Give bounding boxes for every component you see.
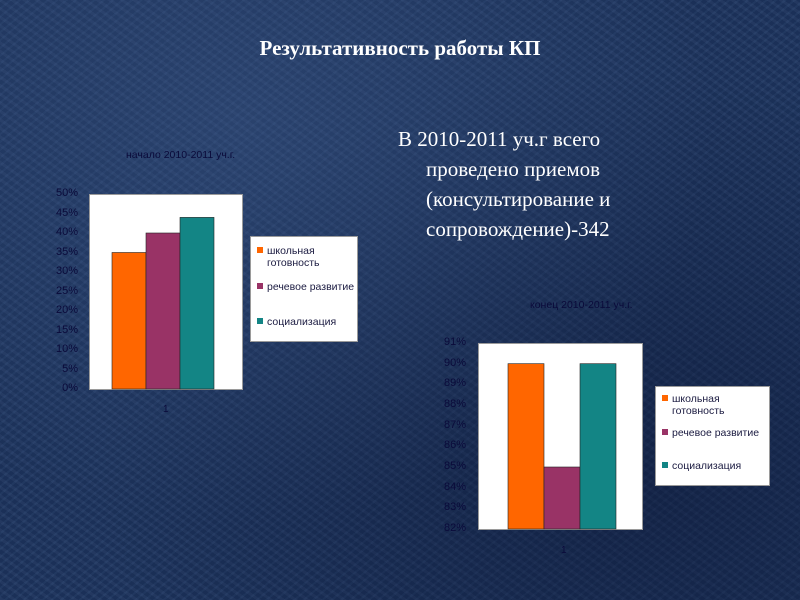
- y-tick-label: 87%: [443, 418, 466, 431]
- y-tick-label: 35%: [55, 245, 78, 258]
- legend-label: социализация: [672, 460, 742, 472]
- bar-2: [544, 467, 580, 529]
- y-tick-label: 90%: [443, 356, 466, 369]
- slide-title: Результативность работы КП: [259, 36, 541, 60]
- y-tick-label: 0%: [62, 382, 78, 394]
- y-tick-label: 88%: [443, 398, 466, 410]
- y-tick-label: 83%: [443, 501, 466, 514]
- legend: [655, 386, 770, 486]
- y-tick-label: 15%: [55, 323, 78, 336]
- chart-title: конец 2010-2011 уч.г.: [530, 299, 633, 311]
- y-tick-label: 25%: [55, 284, 78, 297]
- y-tick-label: 50%: [55, 187, 78, 199]
- bar-1: [508, 364, 544, 529]
- legend-item: [662, 460, 741, 472]
- chart-title: начало 2010-2011 уч.г.: [126, 149, 236, 161]
- y-tick-label: 5%: [62, 362, 78, 375]
- legend-label: речевое развитие: [672, 427, 760, 439]
- legend-item: [662, 427, 759, 439]
- y-tick-label: 45%: [55, 206, 78, 219]
- y-tick-label: 40%: [55, 226, 78, 238]
- legend-label: речевое развитие: [267, 281, 355, 293]
- y-tick-label: 85%: [443, 460, 466, 472]
- y-tick-label: 20%: [55, 304, 78, 316]
- summary-line-3: (консультирование и: [426, 187, 611, 211]
- legend-swatch: [662, 395, 668, 401]
- y-tick-label: 84%: [443, 480, 466, 493]
- legend-label: школьная готовность: [672, 393, 725, 417]
- x-tick-label: 1: [561, 545, 567, 556]
- y-tick-label: 30%: [55, 265, 78, 277]
- y-tick-label: 10%: [55, 343, 78, 355]
- legend-item: [662, 393, 752, 417]
- x-tick-label: 1: [163, 404, 169, 415]
- summary-line-2: проведено приемов: [426, 157, 601, 181]
- legend-label: школьная готовность: [267, 245, 320, 269]
- y-tick-label: 82%: [443, 522, 466, 534]
- legend-label: социализация: [267, 316, 337, 328]
- legend-swatch: [662, 462, 668, 468]
- bar-3: [580, 364, 616, 529]
- legend-swatch: [662, 429, 668, 435]
- y-tick-label: 89%: [443, 377, 466, 390]
- y-tick-label: 91%: [443, 336, 466, 348]
- y-tick-label: 86%: [443, 439, 466, 452]
- summary-line-4: сопровождение)-342: [426, 217, 610, 241]
- summary-line-1: В 2010-2011 уч.г всего: [398, 127, 601, 151]
